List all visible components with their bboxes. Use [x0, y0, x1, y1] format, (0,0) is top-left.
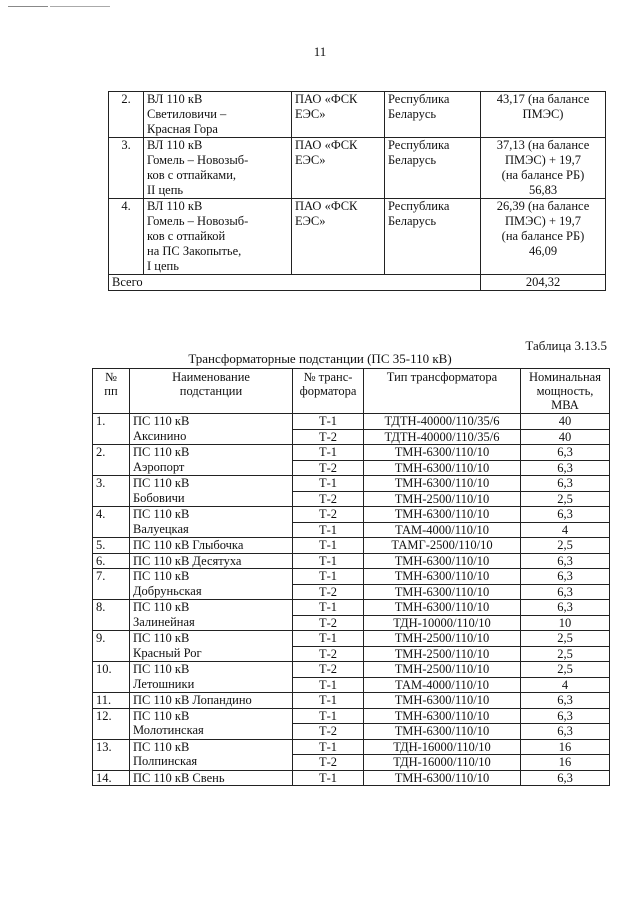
- cell-line: ПС 110 кВ: [133, 414, 190, 428]
- cell-line: ПС 110 кВ Десятуха: [133, 553, 242, 568]
- cell-line: ПС 110 кВ: [133, 445, 190, 459]
- substation-name-cell: [130, 538, 293, 554]
- cell-line: ПМЭС) + 19,7: [504, 214, 582, 228]
- cell-line: (на балансе РБ): [501, 168, 585, 182]
- cell-line: Молотинская: [133, 723, 204, 737]
- row-number-cell: 4.: [109, 199, 144, 275]
- transformer-number-cell: Т-1: [293, 445, 364, 461]
- power-cell: 2,5: [521, 662, 610, 678]
- cell-line: 46,09: [528, 244, 558, 258]
- owner-cell: [292, 138, 385, 199]
- transformer-type-cell: ТДТН-40000/110/35/6: [364, 429, 521, 445]
- power-cell: 6,3: [521, 445, 610, 461]
- power-cell: 6,3: [521, 553, 610, 569]
- cell-line: ПАО «ФСК: [295, 138, 358, 152]
- power-cell: 6,3: [521, 724, 610, 740]
- table-row: [93, 507, 610, 523]
- cell-line: 37,13 (на балансе: [496, 138, 590, 152]
- cell-line: ПС 110 кВ: [133, 476, 190, 490]
- table-row: [93, 553, 610, 569]
- cell-line: Республика: [388, 92, 450, 106]
- table-row: [93, 662, 610, 678]
- transformer-type-cell: ТДН-16000/110/10: [364, 739, 521, 755]
- cell-line: Республика: [388, 138, 450, 152]
- table-row: [109, 138, 606, 199]
- transformer-number-cell: Т-1: [293, 739, 364, 755]
- cell-line: ков с отпайкой: [147, 229, 226, 243]
- total-value-cell: 204,32: [481, 275, 606, 291]
- power-cell: 6,3: [521, 770, 610, 786]
- power-cell: 6,3: [521, 708, 610, 724]
- substation-name-cell: [130, 662, 293, 693]
- cell-line: Аэропорт: [133, 459, 185, 474]
- cell-line: ЕЭС»: [295, 214, 326, 228]
- table-row: [93, 708, 610, 724]
- cell-line: МВА: [551, 398, 579, 412]
- cell-line: ПС 110 кВ: [133, 569, 190, 583]
- region-cell: [385, 199, 481, 275]
- transformer-type-cell: ТМН-6300/110/10: [364, 476, 521, 492]
- substation-name-cell: [130, 476, 293, 507]
- length-cell: [481, 199, 606, 275]
- transformer-number-cell: Т-1: [293, 708, 364, 724]
- transformer-type-cell: ТМН-6300/110/10: [364, 553, 521, 569]
- transformer-type-cell: ТАМ-4000/110/10: [364, 677, 521, 693]
- length-cell: [481, 92, 606, 138]
- transformer-number-cell: Т-1: [293, 677, 364, 693]
- cell-line: ПС 110 кВ: [133, 739, 190, 754]
- column-header: [364, 369, 521, 414]
- power-cell: 2,5: [521, 646, 610, 662]
- cell-line: мощность,: [536, 384, 594, 398]
- power-cell: 6,3: [521, 600, 610, 616]
- transformer-number-cell: Т-1: [293, 476, 364, 492]
- cell-line: Гомель – Новозыб-: [147, 153, 249, 167]
- transformer-number-cell: Т-2: [293, 755, 364, 771]
- cell-line: Беларусь: [388, 214, 437, 228]
- substation-name-cell: [130, 445, 293, 476]
- cell-line: ПС 110 кВ Свень: [133, 770, 225, 785]
- table-row: [109, 199, 606, 275]
- table-number: Таблица 3.13.5: [525, 338, 607, 353]
- cell-line: Залинейная: [133, 614, 195, 629]
- row-number-cell: 8.: [93, 600, 130, 631]
- row-number-cell: 5.: [93, 538, 130, 554]
- table-row: [93, 476, 610, 492]
- power-cell: 2,5: [521, 631, 610, 647]
- cell-line: Номинальная: [529, 370, 601, 384]
- transformer-type-cell: ТМН-6300/110/10: [364, 460, 521, 476]
- table-row: [93, 739, 610, 755]
- cell-line: ков с отпайками,: [147, 168, 237, 182]
- transformer-number-cell: Т-1: [293, 600, 364, 616]
- row-number-cell: 4.: [93, 507, 130, 538]
- transformer-type-cell: ТДН-10000/110/10: [364, 615, 521, 631]
- transformer-number-cell: Т-1: [293, 770, 364, 786]
- cell-line: Бобовичи: [133, 490, 185, 505]
- cell-line: ПС 110 кВ: [133, 631, 190, 645]
- line-name-cell: [144, 92, 292, 138]
- line-name-cell: [144, 138, 292, 199]
- substations-table: [92, 368, 610, 786]
- region-cell: [385, 92, 481, 138]
- cell-line: Полпинская: [133, 754, 198, 768]
- cell-line: ПС 110 кВ: [133, 600, 190, 614]
- table-row: [109, 92, 606, 138]
- cell-line: ВЛ 110 кВ: [147, 92, 203, 106]
- total-label-cell: Всего: [109, 275, 481, 291]
- transformer-type-cell: ТМН-2500/110/10: [364, 646, 521, 662]
- cell-line: 43,17 (на балансе: [496, 92, 590, 106]
- power-cell: 6,3: [521, 569, 610, 585]
- cell-line: Красный Рог: [133, 645, 202, 660]
- transformer-number-cell: Т-1: [293, 569, 364, 585]
- cell-line: ЕЭС»: [295, 107, 326, 121]
- row-number-cell: 10.: [93, 662, 130, 693]
- transformer-type-cell: ТМН-2500/110/10: [364, 662, 521, 678]
- cell-line: I цепь: [147, 259, 179, 273]
- cell-line: ПМЭС): [522, 107, 564, 121]
- cell-line: пп: [104, 384, 118, 398]
- power-cell: 6,3: [521, 584, 610, 600]
- transformer-type-cell: ТМН-6300/110/10: [364, 724, 521, 740]
- cell-line: Тип трансформатора: [386, 370, 498, 384]
- transformer-type-cell: ТАМ-4000/110/10: [364, 522, 521, 538]
- transformer-type-cell: ТДТН-40000/110/35/6: [364, 414, 521, 430]
- power-cell: 4: [521, 522, 610, 538]
- cell-line: (на балансе РБ): [501, 229, 585, 243]
- transformer-number-cell: Т-2: [293, 615, 364, 631]
- row-number-cell: 7.: [93, 569, 130, 600]
- substation-name-cell: [130, 770, 293, 786]
- column-header: [521, 369, 610, 414]
- scan-edge-line: [50, 6, 110, 7]
- substation-name-cell: [130, 569, 293, 600]
- cell-line: Красная Гора: [147, 122, 218, 136]
- transformer-type-cell: ТМН-2500/110/10: [364, 491, 521, 507]
- cell-line: 56,83: [528, 183, 558, 197]
- cell-line: ПС 110 кВ Лопандино: [133, 693, 252, 707]
- row-number-cell: 9.: [93, 631, 130, 662]
- cell-line: ЕЭС»: [295, 153, 326, 167]
- substation-name-cell: [130, 600, 293, 631]
- table-row: [93, 693, 610, 709]
- row-number-cell: 12.: [93, 708, 130, 739]
- substation-name-cell: [130, 631, 293, 662]
- table-header-row: [93, 369, 610, 414]
- row-number-cell: 3.: [93, 476, 130, 507]
- column-header: [293, 369, 364, 414]
- transformer-type-cell: ТМН-2500/110/10: [364, 631, 521, 647]
- cell-line: 26,39 (на балансе: [496, 199, 590, 213]
- row-number-cell: 2.: [109, 92, 144, 138]
- scan-edge-line: [8, 6, 48, 7]
- substation-name-cell: [130, 739, 293, 770]
- cell-line: ПАО «ФСК: [295, 199, 358, 213]
- cell-line: Аксинино: [133, 428, 187, 443]
- cell-line: Наименование: [172, 370, 250, 384]
- table-row: [93, 414, 610, 430]
- owner-cell: [292, 199, 385, 275]
- transformer-number-cell: Т-1: [293, 631, 364, 647]
- table-row: [93, 631, 610, 647]
- transformer-number-cell: Т-2: [293, 662, 364, 678]
- column-header: [130, 369, 293, 414]
- cell-line: Светиловичи –: [147, 107, 227, 121]
- cell-line: Гомель – Новозыб-: [147, 214, 249, 228]
- cell-line: ПС 110 кВ: [133, 708, 190, 723]
- power-cell: 40: [521, 429, 610, 445]
- cell-line: №: [105, 370, 117, 384]
- power-cell: 4: [521, 677, 610, 693]
- cell-line: Добруньская: [133, 583, 202, 598]
- cell-line: Валуецкая: [133, 521, 189, 536]
- cell-line: ПАО «ФСК: [295, 92, 358, 106]
- power-cell: 6,3: [521, 460, 610, 476]
- transformer-type-cell: ТДН-16000/110/10: [364, 755, 521, 771]
- transformer-number-cell: Т-1: [293, 522, 364, 538]
- transformer-number-cell: Т-2: [293, 491, 364, 507]
- transformer-type-cell: ТАМГ-2500/110/10: [364, 538, 521, 554]
- total-row: [109, 275, 606, 291]
- cell-line: ВЛ 110 кВ: [147, 138, 203, 152]
- cell-line: ПС 110 кВ: [133, 507, 190, 521]
- substation-name-cell: [130, 507, 293, 538]
- table-row: [93, 770, 610, 786]
- transformer-number-cell: Т-2: [293, 724, 364, 740]
- column-header: [93, 369, 130, 414]
- transformer-type-cell: ТМН-6300/110/10: [364, 569, 521, 585]
- cell-line: ВЛ 110 кВ: [147, 199, 203, 213]
- cell-line: Республика: [388, 199, 450, 213]
- transformer-type-cell: ТМН-6300/110/10: [364, 600, 521, 616]
- cell-line: на ПС Закопытье,: [147, 244, 242, 258]
- length-cell: [481, 138, 606, 199]
- transformer-number-cell: Т-2: [293, 646, 364, 662]
- page-number: 11: [313, 44, 327, 59]
- transformer-number-cell: Т-2: [293, 429, 364, 445]
- row-number-cell: 11.: [93, 693, 130, 709]
- transformer-number-cell: Т-1: [293, 693, 364, 709]
- transformer-number-cell: Т-1: [293, 538, 364, 554]
- substation-name-cell: [130, 708, 293, 739]
- transformer-type-cell: ТМН-6300/110/10: [364, 584, 521, 600]
- cell-line: № транс-: [303, 370, 353, 384]
- transformer-type-cell: ТМН-6300/110/10: [364, 693, 521, 709]
- table-title: Трансформаторные подстанции (ПС 35-110 кВ): [188, 351, 452, 366]
- power-cell: 2,5: [521, 538, 610, 554]
- substation-name-cell: [130, 553, 293, 569]
- row-number-cell: 1.: [93, 414, 130, 445]
- transformer-type-cell: ТМН-6300/110/10: [364, 507, 521, 523]
- substation-name-cell: [130, 693, 293, 709]
- cell-line: ПС 110 кВ: [133, 662, 190, 676]
- power-cell: 6,3: [521, 476, 610, 492]
- cell-line: ПС 110 кВ Глыбочка: [133, 538, 244, 552]
- table-row: [93, 538, 610, 554]
- power-lines-table: [108, 91, 606, 291]
- transformer-type-cell: ТМН-6300/110/10: [364, 770, 521, 786]
- row-number-cell: 6.: [93, 553, 130, 569]
- transformer-type-cell: ТМН-6300/110/10: [364, 708, 521, 724]
- table-row: [93, 569, 610, 585]
- row-number-cell: 3.: [109, 138, 144, 199]
- owner-cell: [292, 92, 385, 138]
- row-number-cell: 2.: [93, 445, 130, 476]
- substation-name-cell: [130, 414, 293, 445]
- power-cell: 6,3: [521, 507, 610, 523]
- transformer-number-cell: Т-1: [293, 553, 364, 569]
- power-cell: 40: [521, 414, 610, 430]
- row-number-cell: 13.: [93, 739, 130, 770]
- cell-line: II цепь: [147, 183, 184, 197]
- region-cell: [385, 138, 481, 199]
- transformer-number-cell: Т-2: [293, 460, 364, 476]
- cell-line: Беларусь: [388, 153, 437, 167]
- cell-line: Беларусь: [388, 107, 437, 121]
- row-number-cell: 14.: [93, 770, 130, 786]
- power-cell: 16: [521, 755, 610, 771]
- cell-line: форматора: [299, 384, 357, 398]
- table-row: [93, 600, 610, 616]
- transformer-number-cell: Т-2: [293, 584, 364, 600]
- line-name-cell: [144, 199, 292, 275]
- power-cell: 6,3: [521, 693, 610, 709]
- power-cell: 2,5: [521, 491, 610, 507]
- transformer-number-cell: Т-1: [293, 414, 364, 430]
- power-cell: 16: [521, 739, 610, 755]
- cell-line: Летошники: [133, 676, 195, 691]
- table-row: [93, 445, 610, 461]
- transformer-number-cell: Т-2: [293, 507, 364, 523]
- cell-line: ПМЭС) + 19,7: [504, 153, 582, 167]
- transformer-type-cell: ТМН-6300/110/10: [364, 445, 521, 461]
- cell-line: подстанции: [179, 384, 243, 398]
- power-cell: 10: [521, 615, 610, 631]
